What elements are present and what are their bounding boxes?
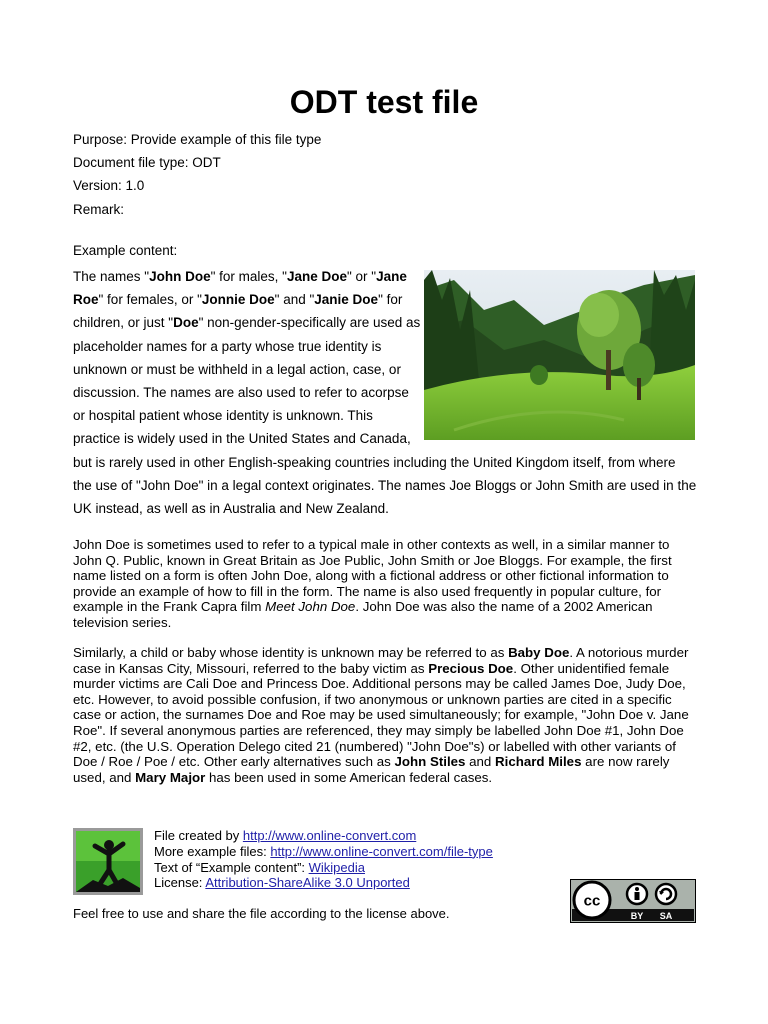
license-link[interactable]: Attribution-ShareAlike 3.0 Unported — [205, 875, 410, 891]
file-type-link[interactable]: http://www.online-convert.com/file-type — [270, 843, 493, 859]
cc-label: cc — [583, 892, 601, 910]
footer-created-line: File created by http://www.online-convert.com — [154, 828, 417, 843]
paragraph-baby-doe: Similarly, a child or baby whose identity is unknown may be referred to as Baby Doe. A notorious murder case in Kansas City, Missouri, referred to the baby victim as Precious Doe. Other unidentified female murder victims are Cali Doe and Princess Doe. Additional persons may be called James Doe, Judy Doe, etc. However, to avoid possible confusion, if two anonymous or unknown parties are cited in a specific case or action, the surnames Doe and Roe may be used simultaneously; for example, "John Doe v. Jane Roe". If several anonymous parties are referenced, they may simply be labelled John Doe #1, John Doe #2, etc. (the U.S. Operation Delego cited 21 (numbered) "John Doe"s) or labelled with other variants of Doe / Roe / Poe / etc. Other early alternatives such as John Stiles and Richard Miles are now rarely used, and Mary Major has been used in some American federal cases. — [73, 645, 689, 785]
online-convert-link[interactable]: http://www.online-convert.com — [242, 828, 417, 843]
online-convert-logo-icon — [73, 828, 143, 895]
document-meta — [73, 128, 321, 221]
footer-text-source-line: Text of “Example content”: Wikipedia — [154, 859, 365, 875]
footer-license-line: License: Attribution-ShareAlike 3.0 Unported — [154, 875, 410, 891]
page-title: ODT test file — [289, 84, 479, 120]
paragraph-names: The names "John Doe" for males, "Jane Doe" or "Jane Roe" for females, or "Jonnie Doe" and "Janie Doe" for children, or just "Doe" non-gender-specifically are used as placeholder names for a party whose true identity is unknown or must be withheld in a legal action, case, or discussion. The names are also used to refer to acorpse or hospital patient whose identity is unknown. This practice is widely used in the United States and Canada, but is rarely used in other English-speaking countries including the United Kingdom itself, from where the use of "John Doe" in a legal context originates. The names Joe Bloggs or John Smith are used in the UK instead, as well as in Australia and New Zealand. — [73, 269, 697, 517]
landscape-photo — [424, 270, 695, 440]
example-content-label: Example content: — [73, 243, 178, 258]
meta-remark: Remark: — [73, 201, 125, 217]
wikipedia-link[interactable]: Wikipedia — [308, 859, 365, 875]
sa-label: SA — [659, 911, 673, 921]
meta-purpose: Purpose: Provide example of this file type — [73, 132, 322, 147]
meta-file-type: Document file type: ODT — [73, 155, 221, 171]
closing-note: Feel free to use and share the file according to the license above. — [73, 906, 450, 921]
meta-version: Version: 1.0 — [73, 178, 145, 194]
paragraph-john-doe-usage: John Doe is sometimes used to refer to a typical male in other contexts as well, in a similar manner to John Q. Public, known in Great Britain as Joe Public, John Smith or Joe Bloggs. For example, the first name listed on a form is often John Doe, along with a fictional address or other fictional information to provide an example of how to fill in the form. The name is also used frequently in popular culture, for example in the Frank Capra film Meet John Doe. John Doe was also the name of a 2002 American television series. — [73, 537, 672, 630]
footer-more-line: More example files: http://www.online-convert.com/file-type — [154, 843, 493, 859]
footer-info — [154, 828, 493, 891]
by-label: BY — [630, 911, 644, 921]
cc-by-sa-badge-icon — [570, 879, 696, 923]
